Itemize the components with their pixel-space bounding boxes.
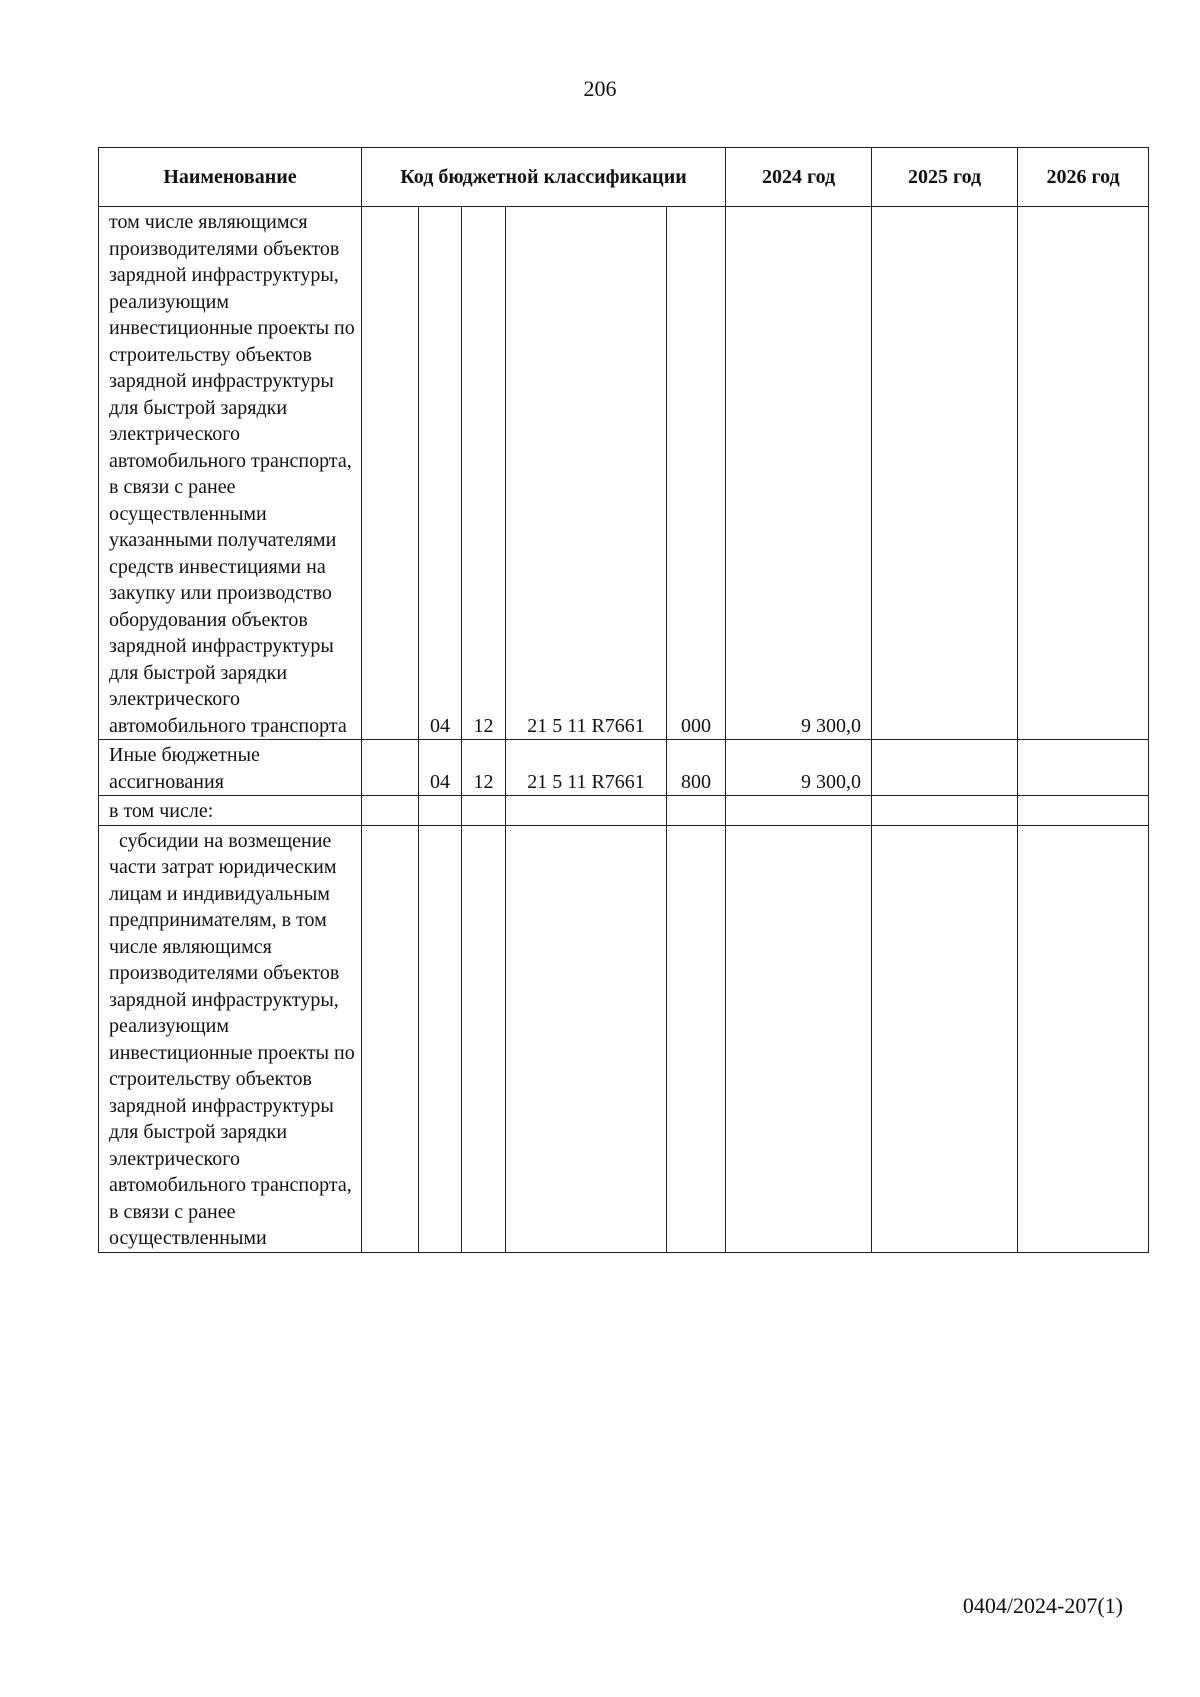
cell-pr: 12 (462, 740, 506, 796)
table-row (99, 740, 1149, 796)
table-row (99, 207, 1149, 740)
cell-pr (462, 796, 506, 826)
header-2024: 2024 год (726, 148, 872, 207)
cell-2026 (1018, 825, 1149, 1252)
header-name: Наименование (99, 148, 362, 207)
cell-2025 (872, 207, 1018, 740)
cell-csr: 21 5 11 R7661 (506, 740, 667, 796)
row-name: Иные бюджетные ассигнования (99, 740, 362, 796)
header-2026: 2026 год (1018, 148, 1149, 207)
table-row (99, 796, 1149, 826)
cell-2024: 9 300,0 (726, 207, 872, 740)
cell-rz (419, 796, 462, 826)
header-code: Код бюджетной классификации (362, 148, 726, 207)
cell-csr (506, 796, 667, 826)
cell-2026 (1018, 740, 1149, 796)
cell-csr: 21 5 11 R7661 (506, 207, 667, 740)
cell-vr: 000 (667, 207, 726, 740)
cell-2025 (872, 740, 1018, 796)
row-name: том числе являющимся производителями объектов зарядной инфраструктуры, реализующим инвестиционные проекты по строительству объектов зарядной инфраструктуры для быстрой зарядки электрического автомобильного транспорта, в связи с ранее осуществленными указанными получателями средств инвестициями на закупку или производство оборудования объектов зарядной инфраструктуры для быстрой зарядки электрического автомобильного транспорта (99, 207, 362, 740)
header-2025: 2025 год (872, 148, 1018, 207)
cell-rz: 04 (419, 207, 462, 740)
table-header-row (99, 148, 1149, 207)
cell-pr (462, 825, 506, 1252)
cell-2025 (872, 825, 1018, 1252)
cell-gr (362, 825, 419, 1252)
document-code: 0404/2024-207(1) (962, 1593, 1123, 1618)
cell-pr: 12 (462, 207, 506, 740)
cell-2024 (726, 796, 872, 826)
cell-vr (667, 825, 726, 1252)
cell-gr (362, 796, 419, 826)
cell-rz: 04 (419, 740, 462, 796)
budget-table (98, 147, 1149, 1253)
cell-vr (667, 796, 726, 826)
cell-csr (506, 825, 667, 1252)
cell-rz (419, 825, 462, 1252)
cell-gr (362, 740, 419, 796)
cell-2026 (1018, 796, 1149, 826)
cell-2024 (726, 825, 872, 1252)
cell-2025 (872, 796, 1018, 826)
cell-vr: 800 (667, 740, 726, 796)
table-row (99, 825, 1149, 1252)
page-number: 206 (583, 76, 617, 101)
row-name: субсидии на возмещение части затрат юридическим лицам и индивидуальным предпринимателям, в том числе являющимся производителями объектов зарядной инфраструктуры, реализующим инвестиционные проекты по строительству объектов зарядной инфраструктуры для быстрой зарядки электрического автомобильного транспорта, в связи с ранее осуществленными (99, 825, 362, 1252)
cell-2024: 9 300,0 (726, 740, 872, 796)
row-name: в том числе: (99, 796, 362, 826)
cell-gr (362, 207, 419, 740)
cell-2026 (1018, 207, 1149, 740)
